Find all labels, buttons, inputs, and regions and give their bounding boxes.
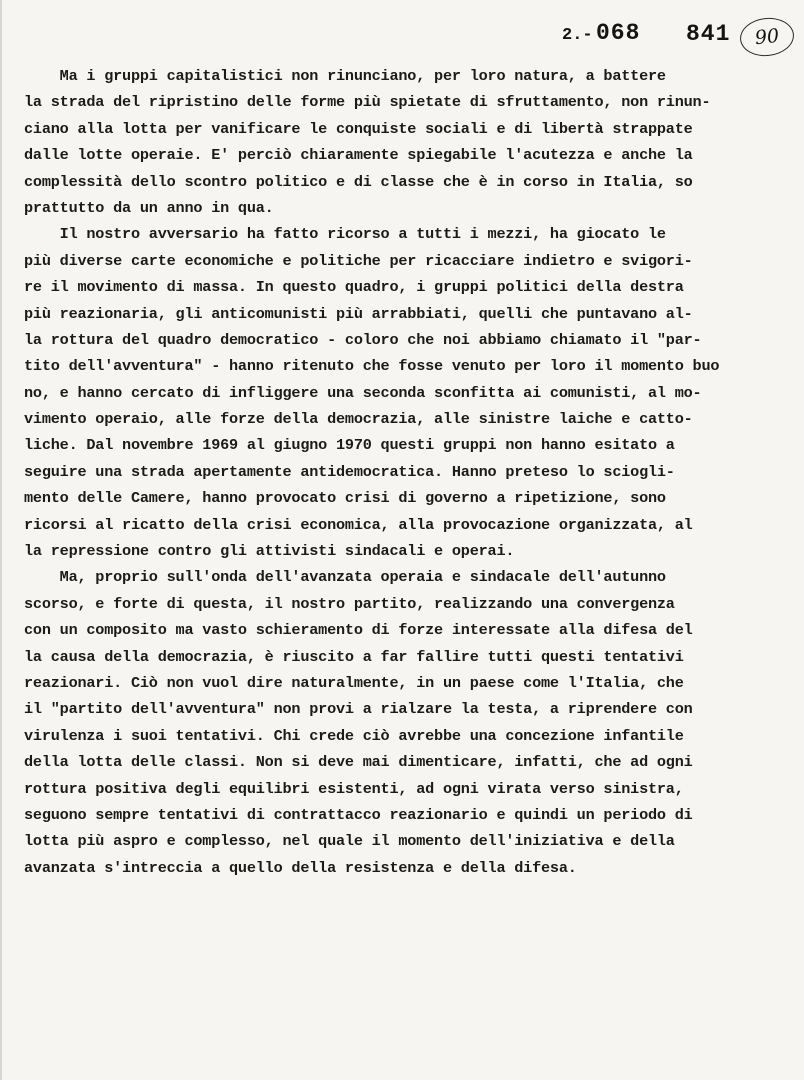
text-line: tito dell'avventura" - hanno ritenuto che fosse venuto per loro il momento buo — [24, 357, 720, 376]
text-line: liche. Dal novembre 1969 al giugno 1970 questi gruppi non hanno esitato a — [24, 436, 675, 455]
text-line: mento delle Camere, hanno provocato crisi di governo a ripetizione, sono — [24, 489, 666, 508]
text-line: complessità dello scontro politico e di classe che è in corso in Italia, so — [24, 172, 693, 191]
text-line: virulenza i suoi tentativi. Chi crede ciò avrebbe una concezione infantile — [24, 726, 684, 745]
text-line: con un composito ma vasto schieramento di forze interessate alla difesa del — [24, 621, 693, 640]
text-line: Ma i gruppi capitalistici non rinunciano, per loro natura, a battere — [24, 67, 666, 85]
typewritten-body — [24, 63, 804, 881]
ref-number-b: 841 — [686, 21, 731, 47]
text-line: Il nostro avversario ha fatto ricorso a tutti i mezzi, ha giocato le — [24, 225, 666, 244]
text-line: la strada del ripristino delle forme più spietate di sfruttamento, non rinun- — [24, 93, 711, 112]
text-line: rottura positiva degli equilibri esistenti, ad ogni virata verso sinistra, — [24, 779, 684, 798]
paragraph-1 — [24, 63, 804, 221]
text-line: la rottura del quadro democratico - coloro che noi abbiamo chiamato il "par- — [24, 330, 702, 349]
text-line: reazionari. Ciò non vuol dire naturalmente, in un paese come l'Italia, che — [24, 673, 684, 692]
text-line: re il movimento di massa. In questo quadro, i gruppi politici della destra — [24, 278, 684, 297]
circled-page-number: 90 — [738, 15, 796, 58]
text-line: ricorsi al ricatto della crisi economica, alla provocazione organizzata, al — [24, 515, 693, 534]
text-line: vimento operaio, alle forze della democrazia, alle sinistre laiche e catto- — [24, 410, 693, 429]
text-line: la repressione contro gli attivisti sindacali e operai. — [24, 542, 515, 561]
text-line: scorso, e forte di questa, il nostro partito, realizzando una convergenza — [24, 594, 675, 613]
text-line: più reazionaria, gli anticomunisti più arrabbiati, quelli che puntavano al- — [24, 304, 693, 323]
text-line: seguono sempre tentativi di contrattacco reazionario e quindi un periodo di — [24, 805, 693, 824]
text-line: avanzata s'intreccia a quello della resistenza e della difesa. — [24, 858, 577, 877]
text-line: ciano alla lotta per vanificare le conquiste sociali e di libertà strappate — [24, 119, 693, 138]
text-line: il "partito dell'avventura" non provi a rialzare la testa, a riprendere con — [24, 700, 693, 719]
paragraph-3 — [24, 564, 804, 881]
text-line: della lotta delle classi. Non si deve mai dimenticare, infatti, che ad ogni — [24, 753, 693, 772]
text-line: prattutto da un anno in qua. — [24, 198, 274, 217]
ref-prefix: 2.- — [562, 26, 593, 45]
archive-reference — [562, 18, 802, 58]
text-line: dalle lotte operaie. E' perciò chiaramente spiegabile l'acutezza e anche la — [24, 146, 693, 165]
text-line: seguire una strada apertamente antidemocratica. Hanno preteso lo sciogli- — [24, 462, 675, 481]
text-line: no, e hanno cercato di infliggere una seconda sconfitta ai comunisti, al mo- — [24, 383, 702, 402]
paragraph-2 — [24, 221, 804, 564]
text-line: la causa della democrazia, è riuscito a far fallire tutti questi tentativi — [24, 647, 684, 666]
text-line: lotta più aspro e complesso, nel quale il momento dell'iniziativa e della — [24, 832, 675, 851]
text-line: Ma, proprio sull'onda dell'avanzata operaia e sindacale dell'autunno — [24, 568, 666, 587]
text-line: più diverse carte economiche e politiche per ricacciare indietro e svigori- — [24, 251, 693, 270]
ref-number-a: 068 — [596, 20, 641, 46]
